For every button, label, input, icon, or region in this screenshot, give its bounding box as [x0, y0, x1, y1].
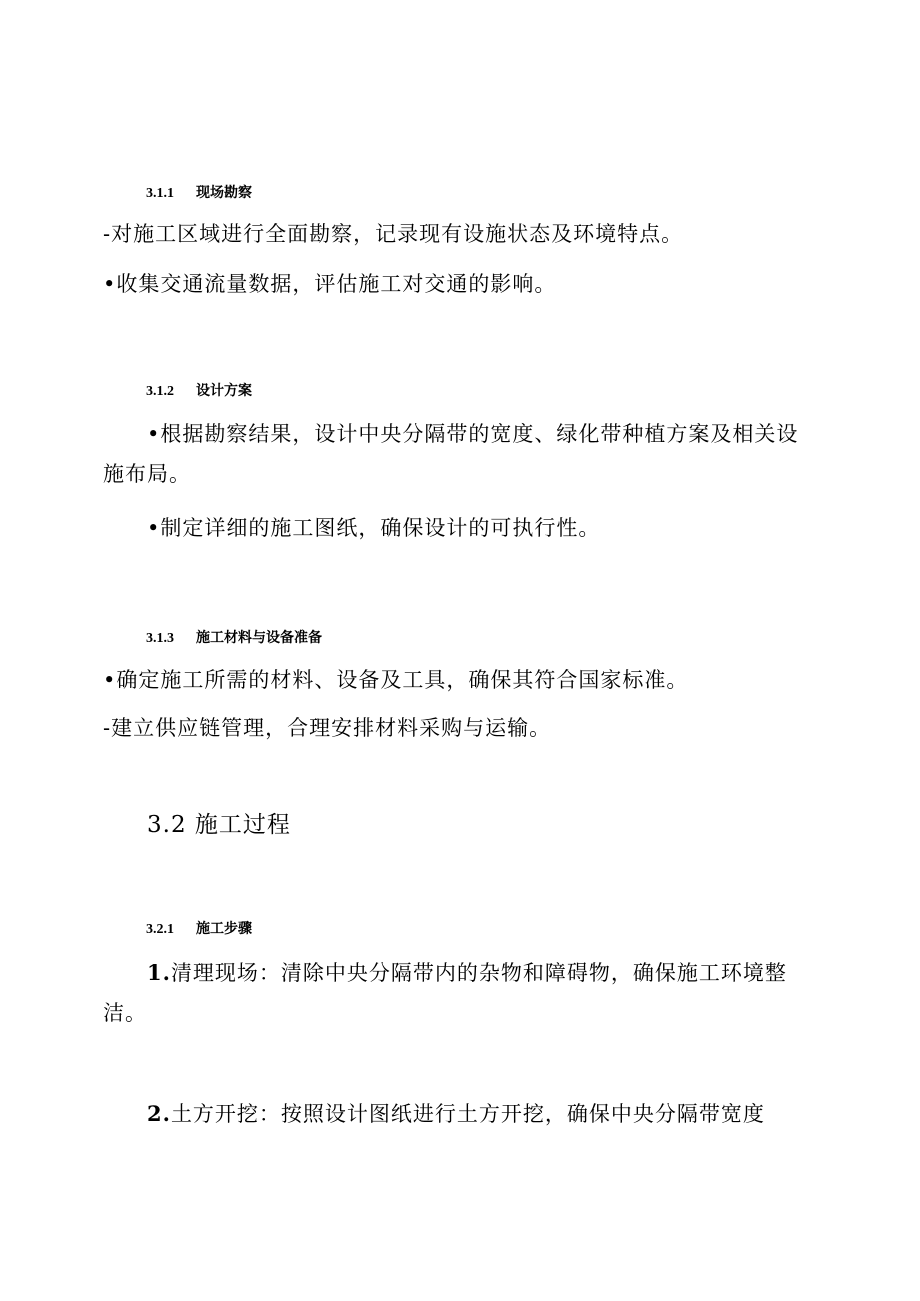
paragraph: •确定施工所需的材料、设备及工具，确保其符合国家标准。 [103, 668, 689, 692]
paragraph: •根据勘察结果，设计中央分隔带的宽度、绿化带种植方案及相关设施布局。 [103, 422, 799, 486]
section-heading-3-2-1 [146, 918, 252, 938]
step-text: 土方开挖：按照设计图纸进行土方开挖，确保中央分隔带宽度 [170, 1102, 765, 1126]
step-text: 清理现场：清除中央分隔带内的杂物和障碍物，确保施工环境整洁。 [103, 961, 787, 1025]
paragraph: •制定详细的施工图纸，确保设计的可执行性。 [147, 516, 601, 540]
section-heading-3-1-1 [146, 182, 252, 202]
section-number: 3.1.2 [146, 384, 174, 399]
section-number: 3.2.1 [146, 922, 174, 937]
paragraph: -建立供应链管理，合理安排材料采购与运输。 [103, 716, 552, 740]
section-title: 施工材料与设备准备 [196, 630, 322, 646]
section-number: 3.1.1 [146, 186, 174, 201]
step-item [103, 1094, 803, 1134]
section-title: 设计方案 [196, 383, 252, 399]
step-number: 2. [147, 1101, 171, 1126]
step-item [103, 953, 803, 1033]
paragraph: •收集交通流量数据，评估施工对交通的影响。 [103, 272, 557, 296]
section-title: 现场勘察 [196, 185, 252, 201]
section-number: 3.1.3 [146, 631, 174, 646]
section-heading-3-2: 3.2 施工过程 [147, 812, 291, 838]
section-heading-3-1-2 [146, 380, 252, 400]
section-heading-3-1-3 [146, 627, 322, 647]
step-number: 1. [147, 960, 171, 985]
section-title: 施工步骤 [196, 921, 252, 937]
paragraph: -对施工区域进行全面勘察，记录现有设施状态及环境特点。 [103, 222, 684, 246]
